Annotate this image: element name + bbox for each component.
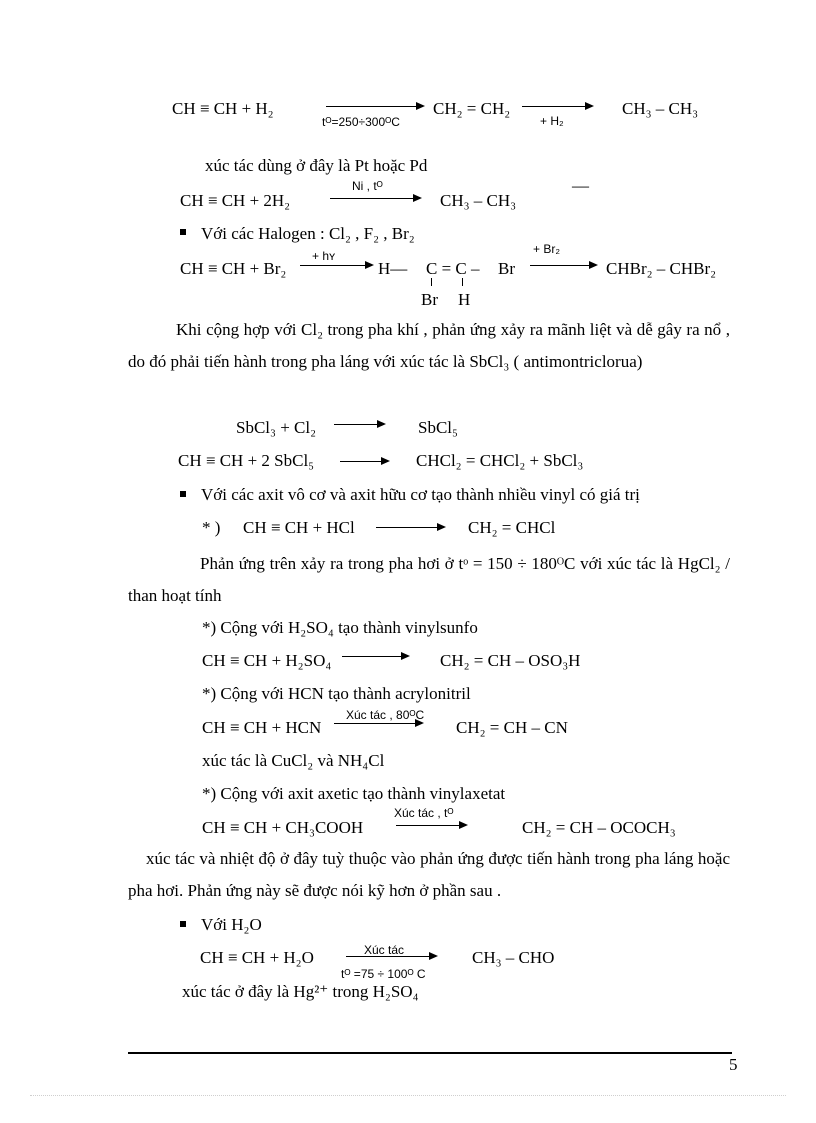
eq1-middle: CH₂ = CH₂ [433,99,511,118]
note-catalyst-pt: xúc tác dùng ở đây là Pt hoặc Pd [205,156,428,175]
eq3-condition1: + hʏ [312,249,336,263]
eq3-c-double-bond: C = C – [426,259,480,278]
bullet-acids: Với các axit vô cơ và axit hữu cơ tạo thành nhiều vinyl có giá trị [201,485,640,504]
eq3-condition2: + Br₂ [533,242,560,256]
subheading-hcn: *) Cộng với HCN tạo thành acrylonitril [202,684,471,703]
eq4-right: SbCl₅ [418,418,458,437]
eq6-arrow [376,527,444,528]
footer-rule [128,1052,732,1054]
eq8-arrow [334,723,422,724]
eq3-substituent-h: H [458,290,471,309]
eq1-left: CH ≡ CH + H₂ [172,99,274,118]
note-catalyst-hg: xúc tác ở đây là Hg²⁺ trong H₂SO₄ [182,982,419,1001]
eq3-right: CHBr₂ – CHBr₂ [606,259,717,278]
eq7-right: CH₂ = CH – OSO₃H [440,651,581,670]
eq2-condition: Ni , tᴼ [352,179,383,193]
eq10-left: CH ≡ CH + H₂O [200,948,314,967]
eq3-h: H— [378,259,408,278]
eq1-condition: tᴼ=250÷300ᴼC [322,115,400,129]
eq2-arrow [330,198,420,199]
eq1-condition2: + H₂ [540,114,564,128]
eq4-left: SbCl₃ + Cl₂ [236,418,317,437]
eq3-substituent-br: Br [421,290,438,309]
bullet-marker [180,229,186,235]
subheading-h2so4: *) Cộng với H₂SO₄ tạo thành vinylsunfo [202,618,478,637]
eq3-br: Br [498,259,515,278]
eq8-condition: Xúc tác , 80ᴼC [346,708,425,722]
eq9-right: CH₂ = CH – OCOCH₃ [522,818,676,837]
page-number: 5 [729,1055,738,1074]
eq4-arrow [334,424,384,425]
eq2-left: CH ≡ CH + 2H₂ [180,191,291,210]
eq5-left: CH ≡ CH + 2 SbCl₅ [178,451,315,470]
eq9-arrow [396,825,466,826]
eq1-right: CH₃ – CH₃ [622,99,699,118]
paragraph-catalyst-temperature: xúc tác và nhiệt độ ở đây tuỳ thuộc vào phản ứng được tiến hành trong pha láng hoặc pha hơi. Phản ứng này sẽ được nói kỹ hơn ở phần sau . [128,849,730,900]
eq5-right: CHCl₂ = CHCl₂ + SbCl₃ [416,451,584,470]
eq2-right: CH₃ – CH₃ [440,191,517,210]
eq10-arrow [346,956,436,957]
bullet-water: Với H₂O [201,915,262,934]
eq3-left: CH ≡ CH + Br₂ [180,259,287,278]
eq10-condition-above: Xúc tác [364,943,405,957]
eq2-dash: — [572,176,589,195]
paragraph-vapor-phase: Phản ứng trên xảy ra trong pha hơi ở tᵒ = 150 ÷ 180ᴼC với xúc tác là HgCl₂ / than hoạt tính [128,554,730,605]
eq9-left: CH ≡ CH + CH₃COOH [202,818,364,837]
eq3-arrow1 [300,265,372,266]
eq6-right: CH₂ = CHCl [468,518,556,537]
paragraph-cl2-addition: Khi cộng hợp với Cl₂ trong pha khí , phản ứng xảy ra mãnh liệt và dễ gây ra nổ , do đó phải tiến hành trong pha láng với xúc tác là SbCl₃ ( antimontriclorua) [128,320,730,371]
bullet-marker [180,491,186,497]
eq10-right: CH₃ – CHO [472,948,555,967]
subheading-acetic: *) Cộng với axit axetic tạo thành vinylaxetat [202,784,506,803]
eq3-bond-down1 [431,278,432,286]
page-bottom-dotted-border [30,1095,786,1096]
eq10-condition-below: tᴼ =75 ÷ 100ᴼ C [341,967,426,981]
eq1-arrow2 [522,106,592,107]
eq3-bond-down2 [462,278,463,286]
eq6-prefix: * ) [202,518,221,537]
eq8-left: CH ≡ CH + HCN [202,718,322,737]
eq6-left: CH ≡ CH + HCl [243,518,355,537]
eq7-arrow [342,656,408,657]
eq8-right: CH₂ = CH – CN [456,718,568,737]
eq1-arrow [326,106,423,107]
eq9-condition: Xúc tác , tᴼ [394,806,454,820]
bullet-halogen: Với các Halogen : Cl₂ , F₂ , Br₂ [201,224,415,243]
eq7-left: CH ≡ CH + H₂SO₄ [202,651,332,670]
eq3-arrow2 [530,265,596,266]
bullet-marker [180,921,186,927]
eq5-arrow [340,461,388,462]
note-catalyst-cucl2: xúc tác là CuCl₂ và NH₄Cl [202,751,385,770]
